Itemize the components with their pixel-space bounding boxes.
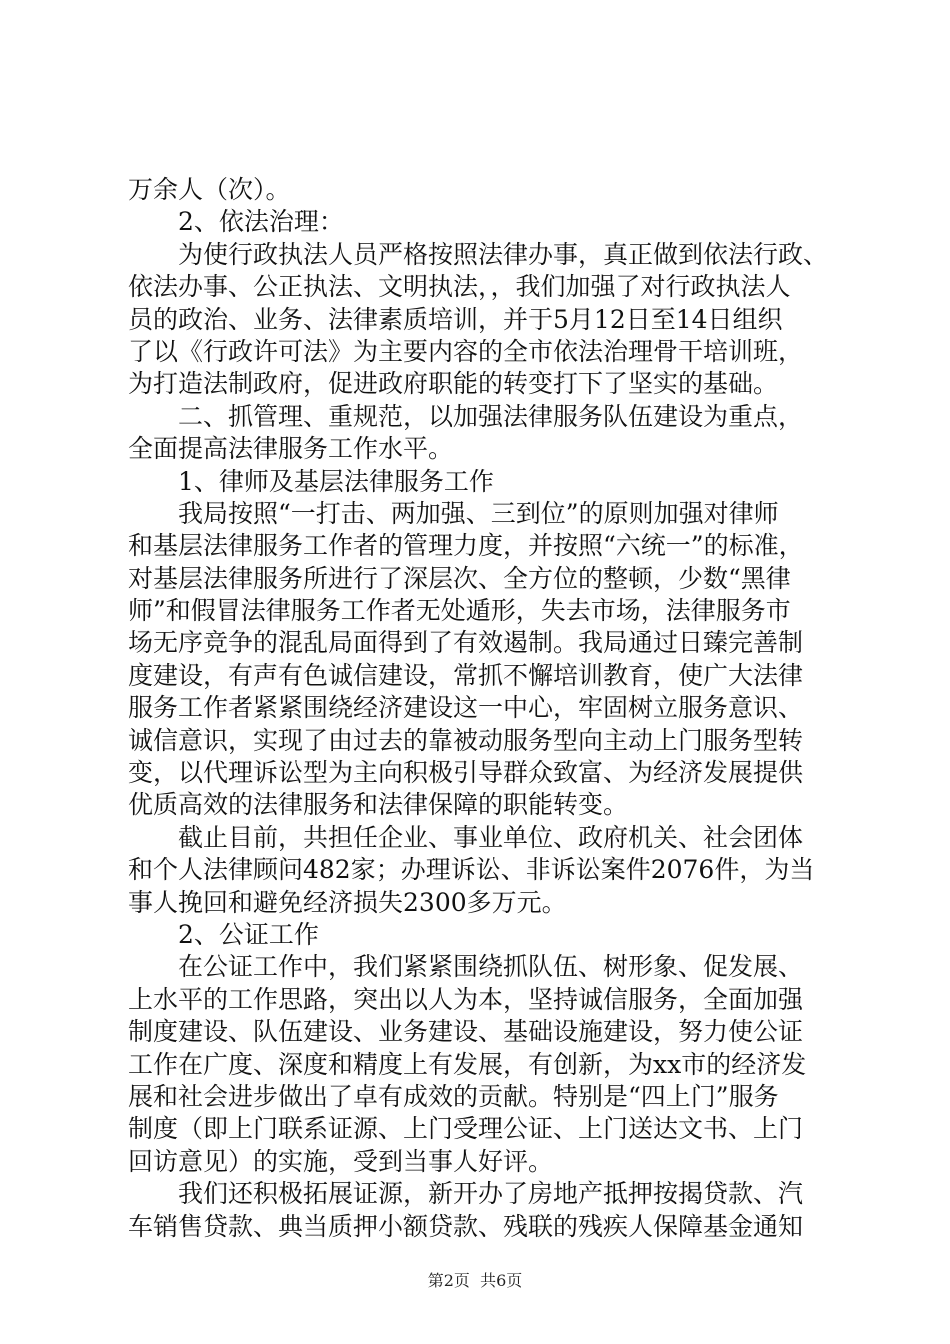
text-line: 师”和假冒法律服务工作者无处遁形，失去市场，法律服务市 [128, 596, 791, 626]
text-line: 万余人（次）。 [128, 175, 291, 204]
text-line: 我们还积极拓展证源，新开办了房地产抵押按揭贷款、汽 [178, 1179, 804, 1209]
text-line: 诚信意识，实现了由过去的靠被动服务型向主动上门服务型转 [128, 725, 804, 755]
text-line: 为打造法制政府，促进政府职能的转变打下了坚实的基础。 [128, 369, 779, 399]
text-line: 二、抓管理、重规范，以加强法律服务队伍建设为重点， [178, 401, 804, 431]
text-line: 为使行政执法人员严格按照法律办事，真正做到依法行政、 [178, 239, 829, 269]
text-line: 依法办事、公正执法、文明执法，，我们加强了对行政执法人 [128, 272, 791, 302]
text-line: 1、律师及基层法律服务工作 [178, 466, 494, 496]
text-line: 和基层法律服务工作者的管理力度，并按照“六统一”的标准， [128, 531, 804, 561]
page-number: 第2页 共6页 [427, 1271, 523, 1290]
text-line: 我局按照“一打击、两加强、三到位”的原则加强对律师 [178, 498, 779, 528]
text-line: 全面提高法律服务工作水平。 [128, 434, 454, 464]
text-line: 在公证工作中，我们紧紧围绕抓队伍、树形象、促发展、 [178, 952, 804, 982]
text-line: 了以《行政许可法》为主要内容的全市依法治理骨干培训班， [128, 336, 804, 366]
text-line: 车销售贷款、典当质押小额贷款、残联的残疾人保障基金通知 [128, 1211, 804, 1241]
text-line: 场无序竞争的混乱局面得到了有效遏制。我局通过日臻完善制 [128, 628, 804, 658]
text-line: 制度建设、队伍建设、业务建设、基础设施建设，努力使公证 [128, 1017, 804, 1047]
text-line: 制度（即上门联系证源、上门受理公证、上门送达文书、上门 [128, 1114, 804, 1144]
text-line: 2、依法治理： [178, 207, 344, 237]
text-line: 和个人法律顾问482家；办理诉讼、非诉讼案件2076件，为当 [128, 855, 815, 885]
text-line: 2、公证工作 [178, 919, 319, 949]
text-line: 度建设，有声有色诚信建设，常抓不懈培训教育，使广大法律 [128, 660, 804, 690]
text-line: 上水平的工作思路，突出以人为本，坚持诚信服务，全面加强 [128, 984, 804, 1014]
text-line: 变，以代理诉讼型为主向积极引导群众致富、为经济发展提供 [128, 758, 804, 788]
text-line: 优质高效的法律服务和法律保障的职能转变。 [128, 790, 629, 820]
text-line: 事人挽回和避免经济损失2300多万元。 [128, 887, 567, 917]
text-line: 对基层法律服务所进行了深层次、全方位的整顿，少数“黑律 [128, 563, 791, 593]
page-footer [0, 1271, 950, 1291]
text-line: 回访意见）的实施，受到当事人好评。 [128, 1146, 554, 1176]
text-line: 截止目前，共担任企业、事业单位、政府机关、社会团体 [178, 822, 804, 852]
document-body [128, 174, 828, 1243]
text-line: 展和社会进步做出了卓有成效的贡献。特别是“四上门”服务 [128, 1081, 779, 1111]
text-line: 员的政治、业务、法律素质培训，并于5月12日至14日组织 [128, 304, 783, 334]
text-line: 工作在广度、深度和精度上有发展，有创新，为xx市的经济发 [128, 1049, 807, 1079]
text-line: 服务工作者紧紧围绕经济建设这一中心，牢固树立服务意识、 [128, 693, 804, 723]
